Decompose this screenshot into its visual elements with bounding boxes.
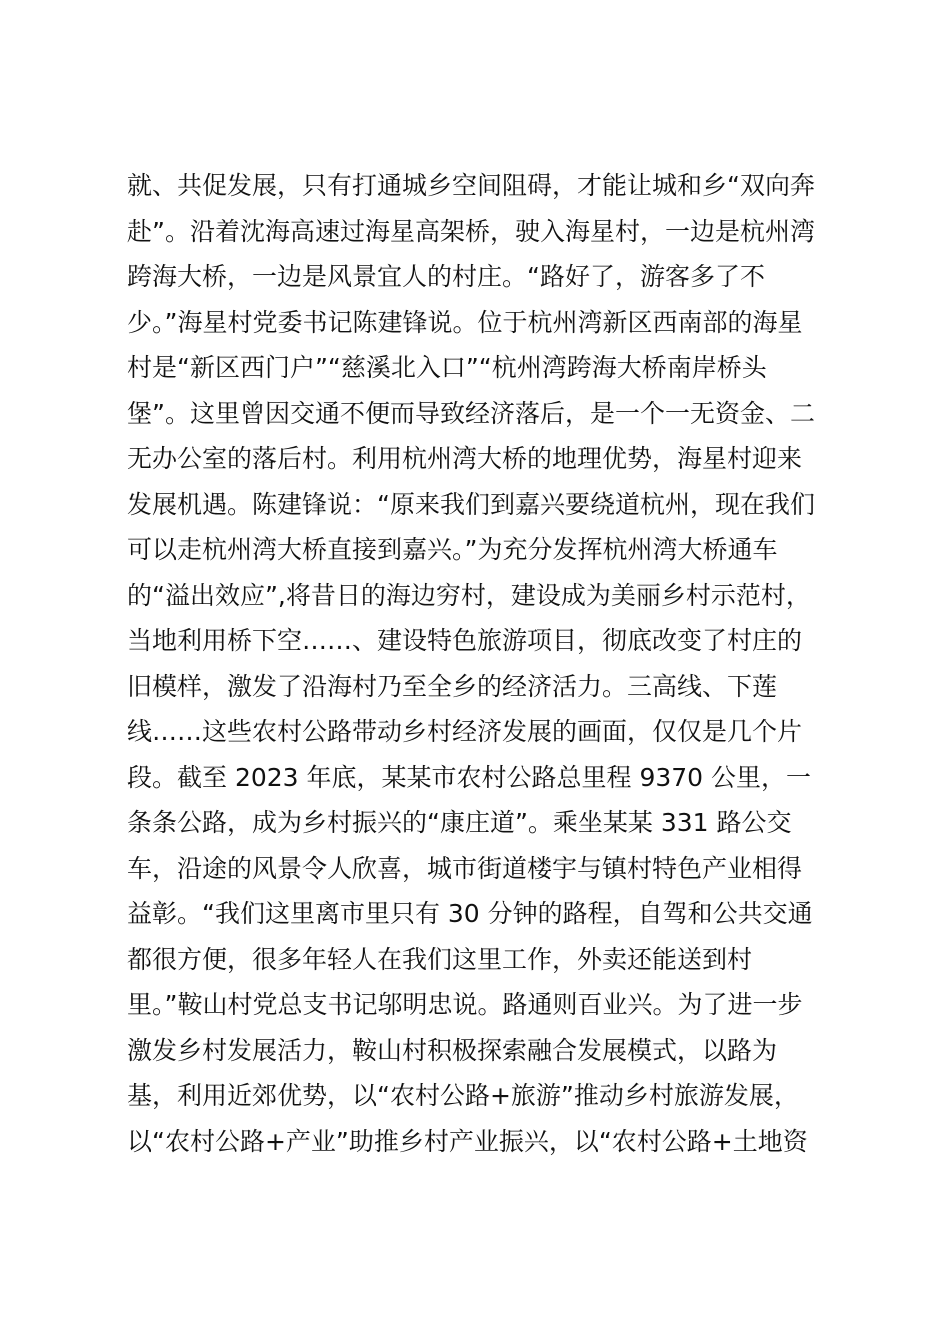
text-line: 少。”海星村党委书记陈建锋说。位于杭州湾新区西南部的海星: [127, 307, 803, 337]
text-line: 基，利用近郊优势，以“农村公路+旅游”推动乡村旅游发展，: [127, 1081, 799, 1110]
text-line: 跨海大桥，一边是风景宜人的村庄。“路好了，游客多了不: [127, 262, 765, 291]
text-line: 激发乡村发展活力，鞍山村积极探索融合发展模式，以路为: [127, 1035, 778, 1065]
text-line: 堡”。这里曾因交通不便而导致经济落后，是一个一无资金、二: [127, 398, 815, 428]
text-line: 以“农村公路+产业”助推乡村产业振兴，以“农村公路+土地资: [127, 1126, 808, 1156]
body-paragraph: [127, 163, 847, 1164]
text-line: 车，沿途的风景令人欣喜，城市街道楼宇与镇村特色产业相得: [127, 853, 803, 883]
text-line: 旧模样，激发了沿海村乃至全乡的经济活力。三高线、下莲: [127, 671, 778, 701]
text-line: 无办公室的落后村。利用杭州湾大桥的地理优势，海星村迎来: [127, 444, 803, 473]
text-line: 当地利用桥下空……、建设特色旅游项目，彻底改变了村庄的: [127, 626, 803, 655]
text-line: 发展机遇。陈建锋说：“原来我们到嘉兴要绕道杭州，现在我们: [127, 489, 815, 519]
text-line: 村是“新区西门户”“慈溪北入口”“杭州湾跨海大桥南岸桥头: [127, 353, 767, 382]
text-line: 里。”鞍山村党总支书记邬明忠说。路通则百业兴。为了进一步: [127, 990, 803, 1019]
text-line: 段。截至 2023 年底，某某市农村公路总里程 9370 公里，一: [127, 762, 812, 792]
text-line: 都很方便，很多年轻人在我们这里工作，外卖还能送到村: [127, 944, 753, 974]
text-line: 赴”。沿着沈海高速过海星高架桥，驶入海星村，一边是杭州湾: [127, 216, 815, 246]
text-line: 条条公路，成为乡村振兴的“康庄道”。乘坐某某 331 路公交: [127, 808, 792, 837]
text-line: 可以走杭州湾大桥直接到嘉兴。”为充分发挥杭州湾大桥通车: [127, 535, 778, 564]
text-line: 就、共促发展，只有打通城乡空间阻碍，才能让城和乡“双向奔: [127, 171, 815, 200]
text-line: 益彰。“我们这里离市里只有 30 分钟的路程，自驾和公共交通: [127, 899, 813, 928]
text-line: 线……这些农村公路带动乡村经济发展的画面，仅仅是几个片: [127, 717, 803, 746]
text-line: 的“溢出效应”,将昔日的海边穷村，建设成为美丽乡村示范村，: [127, 580, 811, 610]
